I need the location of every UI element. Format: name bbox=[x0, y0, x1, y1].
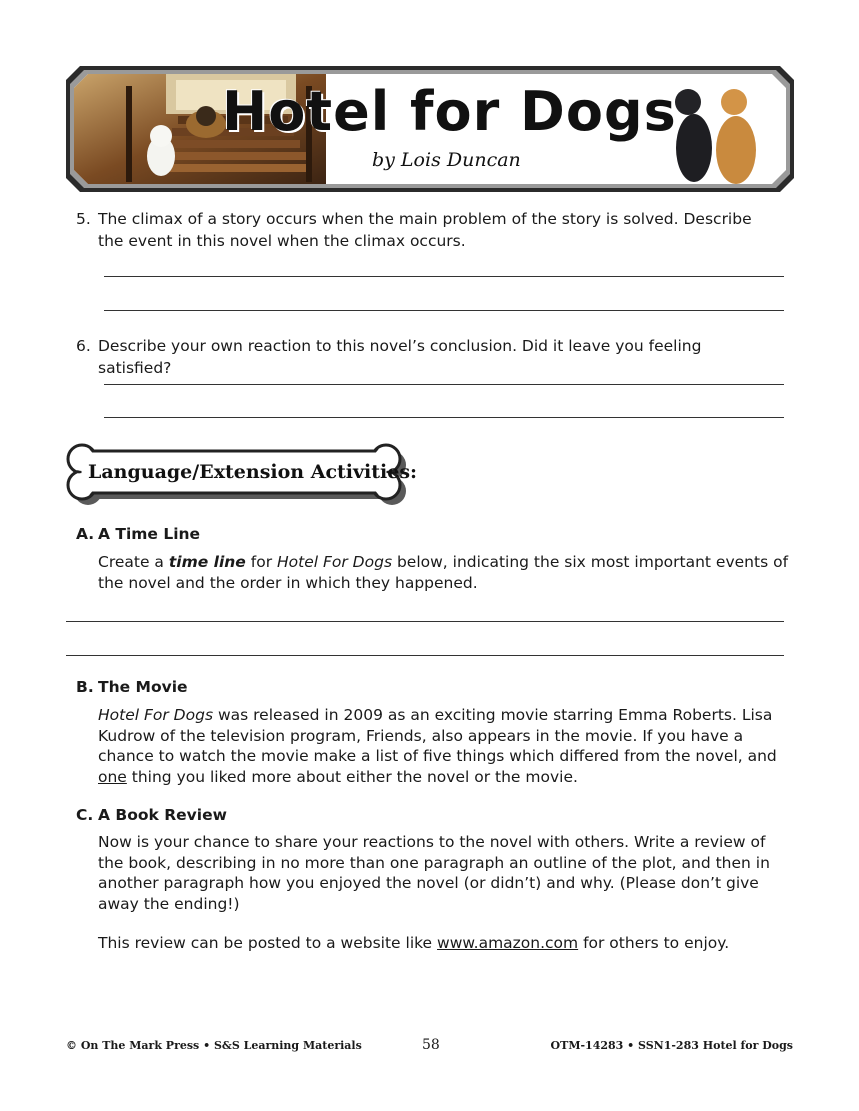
activity-a-heading bbox=[76, 525, 200, 543]
footer-publisher: © On The Mark Press • S&S Learning Materials bbox=[66, 1039, 362, 1052]
book-author: by Lois Duncan bbox=[372, 149, 521, 171]
book-title-ref: Hotel For Dogs bbox=[277, 553, 393, 571]
page-number: 58 bbox=[422, 1037, 440, 1053]
answer-line[interactable] bbox=[66, 621, 784, 622]
question-text: Describe your own reaction to this novel’s conclusion. Did it leave you feeling satisfied? bbox=[98, 337, 702, 377]
question-number: 5. bbox=[76, 210, 91, 228]
activity-title: A Book Review bbox=[98, 806, 227, 824]
text-fragment: for others to enjoy. bbox=[578, 934, 730, 952]
text-fragment: This review can be posted to a website like bbox=[98, 934, 438, 952]
text-fragment: thing you liked more about either the novel or the movie. bbox=[126, 767, 578, 786]
activity-title: The Movie bbox=[98, 678, 188, 696]
answer-line[interactable] bbox=[104, 310, 784, 311]
section-heading: Language/Extension Activities: bbox=[88, 461, 418, 483]
activity-letter: B. bbox=[76, 678, 94, 696]
activity-letter: A. bbox=[76, 525, 95, 543]
activity-a-text bbox=[98, 552, 792, 593]
activity-b-heading bbox=[76, 678, 188, 696]
activity-letter: C. bbox=[76, 806, 94, 824]
question-text: The climax of a story occurs when the main problem of the story is solved. Describe the event in this novel when the climax occurs. bbox=[98, 210, 752, 250]
question-number: 6. bbox=[76, 337, 91, 355]
answer-line[interactable] bbox=[104, 276, 784, 277]
book-title: Hotel for Dogs bbox=[222, 80, 677, 143]
text-fragment: Create a bbox=[98, 553, 169, 571]
activity-c-note bbox=[98, 933, 798, 954]
footer-product-code: OTM-14283 • SSN1-283 Hotel for Dogs bbox=[550, 1039, 793, 1052]
emphasis-text: time line bbox=[168, 553, 246, 571]
activity-c-heading bbox=[76, 806, 227, 824]
text-fragment: below, indicating the six most important events of the novel and the order in which they happened. bbox=[98, 553, 789, 592]
answer-line[interactable] bbox=[66, 655, 784, 656]
text-fragment: was released in 2009 as an exciting movie starring Emma Roberts. Lisa Kudrow of the television program, Friends, also appears in the movie. If you have a chance to watch the movie make a list of five things which differed from the novel, and bbox=[98, 706, 777, 765]
activity-c-text: Now is your chance to share your reactions to the novel with others. Write a review of the book, describing in no more than one paragraph an outline of the plot, and then in another paragraph how you enjoyed the novel (or didn’t) and why. (Please don’t give away the ending!) bbox=[98, 833, 770, 913]
book-title-ref: Hotel For Dogs bbox=[98, 706, 214, 724]
text-fragment: for bbox=[245, 553, 277, 571]
answer-line[interactable] bbox=[104, 417, 784, 418]
activity-b-text bbox=[98, 705, 784, 787]
title-banner bbox=[66, 66, 794, 192]
answer-line[interactable] bbox=[104, 384, 784, 385]
section-heading-bone bbox=[64, 443, 416, 509]
activity-title: A Time Line bbox=[98, 525, 201, 543]
website-link[interactable]: www.amazon.com bbox=[437, 934, 579, 952]
underlined-text: one bbox=[98, 767, 127, 786]
